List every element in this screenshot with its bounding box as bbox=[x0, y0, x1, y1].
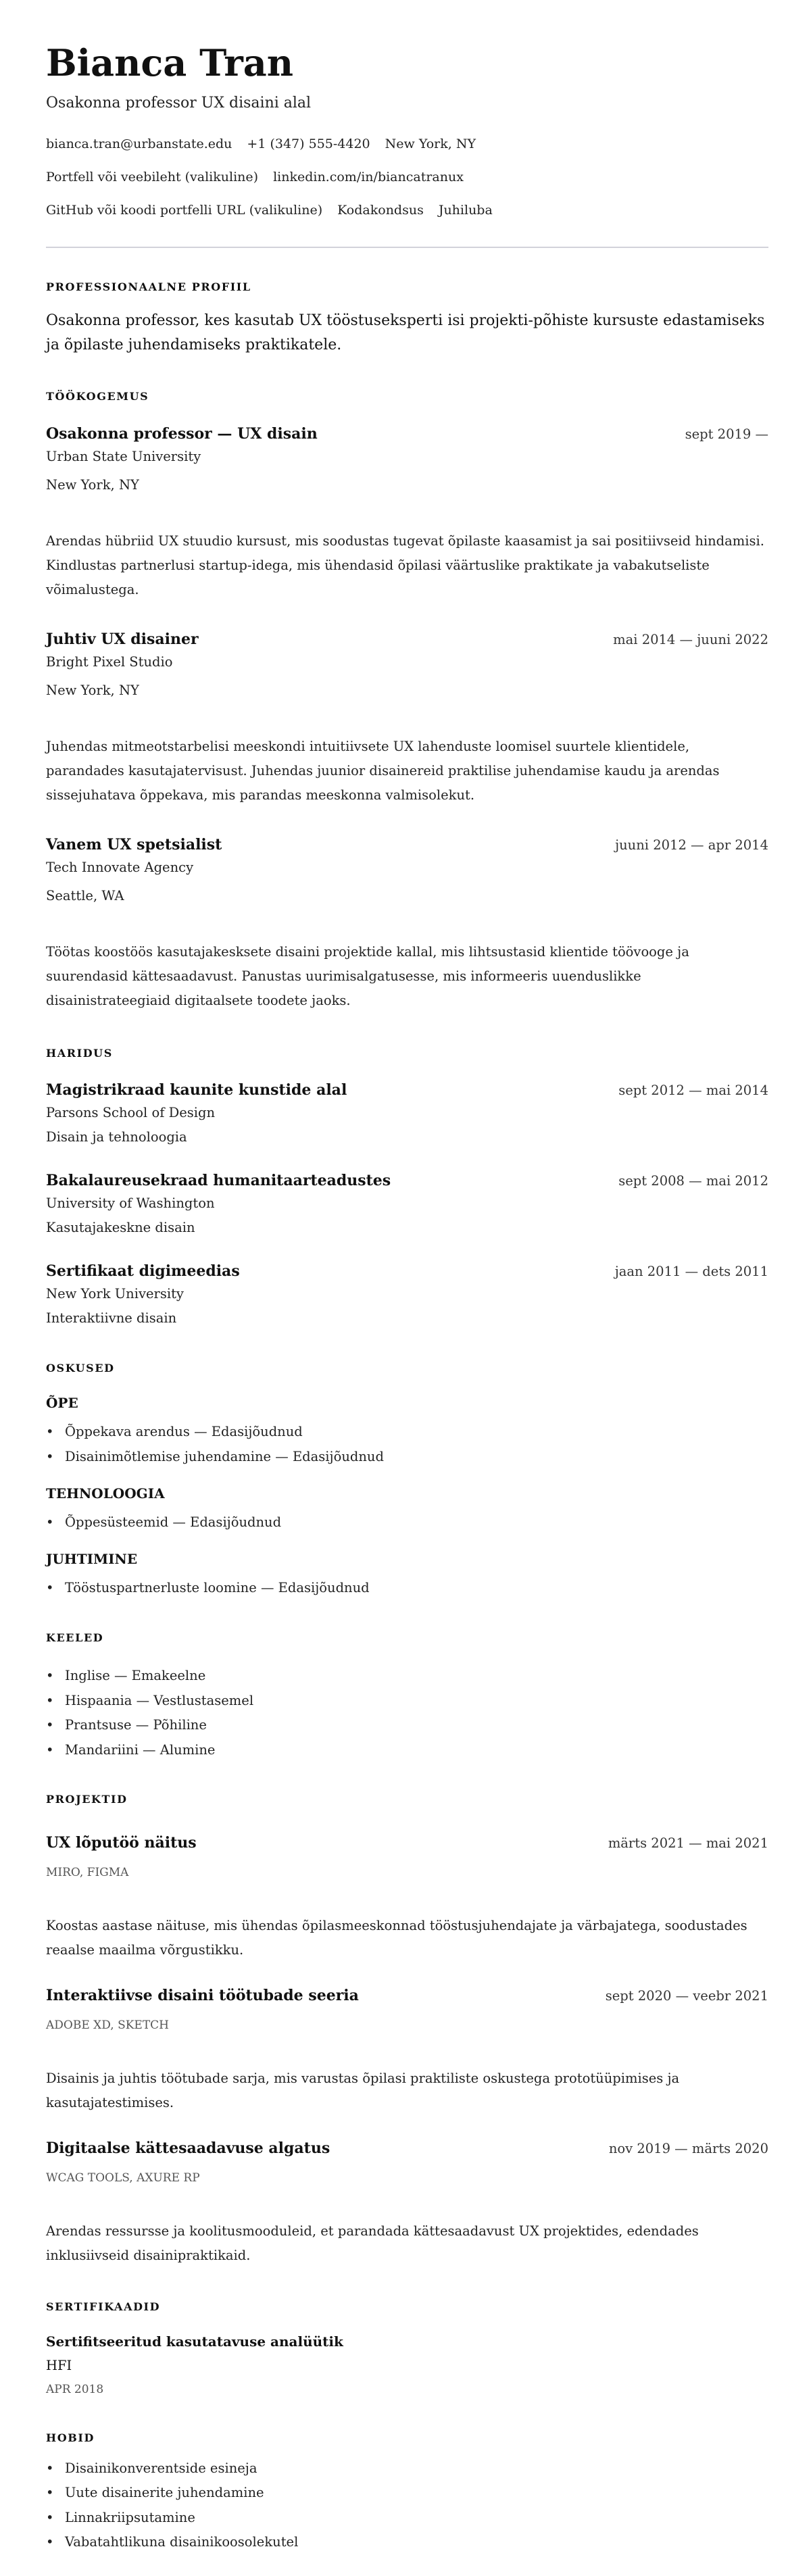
project-title: Interaktiivse disaini töötubade seeria bbox=[46, 1987, 359, 2004]
job-company: Urban State University bbox=[46, 449, 201, 464]
project-dates: nov 2019 — märts 2020 bbox=[608, 2141, 768, 2156]
project-header bbox=[46, 1833, 768, 1854]
skill-item: • Disainimõtlemise juhendamine — Edasijõudnud bbox=[46, 1444, 768, 1469]
hobby-item: • Linnakriipsutamine bbox=[46, 2506, 768, 2530]
job-description: Töötas koostöös kasutajakesksete disaini projektide kallal, mis lihtsustasid klientide töövooge ja suurendasid kättesaadavust. Panustas uurimisalgatusesse, mis informeeris uuenduslikke disainistrateegiaid digitaalsete toodete jaoks. bbox=[46, 944, 689, 1008]
section-heading: PROJEKTID bbox=[46, 1793, 128, 1806]
experience-section bbox=[46, 390, 768, 1013]
job-header bbox=[46, 629, 768, 650]
contact-item: New York, NY bbox=[385, 137, 476, 151]
degree-title: Magistrikraad kaunite kunstide alal bbox=[46, 1081, 347, 1099]
education-header bbox=[46, 1080, 768, 1101]
hobby-item: • Disainikonverentside esineja bbox=[46, 2456, 768, 2481]
profile-summary: Osakonna professor, kes kasutab UX tööstuseksperti isi projekti-põhiste kursuste edastamiseks ja õpilaste juhendamiseks praktikatele. bbox=[46, 312, 765, 353]
contact-item: Kodakondsus bbox=[337, 203, 424, 218]
job-dates: mai 2014 — juuni 2022 bbox=[613, 632, 768, 647]
field-of-study: Kasutajakeskne disain bbox=[46, 1220, 195, 1235]
job-header bbox=[46, 835, 768, 856]
section-heading: HARIDUS bbox=[46, 1047, 113, 1060]
project-title: Digitaalse kättesaadavuse algatus bbox=[46, 2139, 330, 2157]
certification-title: Sertifitseeritud kasutatavuse analüütik bbox=[46, 2333, 343, 2350]
job-description: Juhendas mitmeotstarbelisi meeskondi intuitiivsete UX lahenduste loomisel suurtele klientidele, parandades kasutajatervisust. Juhendas juunior disainereid praktilise juhendamise kaudu ja arendas sissejuhatava õppekava, mis parandas meeskonna valmisolekut. bbox=[46, 739, 720, 803]
job-title: Vanem UX spetsialist bbox=[46, 836, 222, 853]
section-heading: SERTIFIKAADID bbox=[46, 2300, 161, 2313]
projects-section bbox=[46, 1793, 768, 2268]
education-entry bbox=[46, 1261, 768, 1329]
languages-section bbox=[46, 1631, 768, 1762]
header-divider bbox=[46, 247, 768, 248]
education-dates: jaan 2011 — dets 2011 bbox=[614, 1264, 768, 1279]
school-name: University of Washington bbox=[46, 1195, 215, 1211]
contact-row bbox=[46, 200, 768, 220]
profile-section bbox=[46, 280, 768, 357]
skill-group-heading: ÕPE bbox=[46, 1395, 78, 1411]
skill-list bbox=[46, 1575, 768, 1600]
contact-item: Portfell või veebileht (valikuline) bbox=[46, 170, 259, 184]
contact-row bbox=[46, 134, 768, 154]
project-header bbox=[46, 1985, 768, 2006]
job-title: Osakonna professor — UX disain bbox=[46, 425, 318, 443]
skill-group-heading: JUHTIMINE bbox=[46, 1551, 138, 1567]
certification-issuer: HFI bbox=[46, 2358, 72, 2373]
hobby-item: • Vabatahtlikuna disainikoosolekutel bbox=[46, 2530, 768, 2554]
education-entry bbox=[46, 1170, 768, 1238]
project-entry bbox=[46, 1985, 768, 2115]
contact-item: GitHub või koodi portfelli URL (valikuline) bbox=[46, 203, 323, 218]
job-entry bbox=[46, 629, 768, 808]
contact-info bbox=[46, 134, 768, 220]
hobby-item: • Uute disainerite juhendamine bbox=[46, 2481, 768, 2505]
job-title: Juhtiv UX disainer bbox=[46, 630, 199, 648]
education-header bbox=[46, 1261, 768, 1282]
skill-list bbox=[46, 1510, 768, 1535]
job-dates: sept 2019 — bbox=[685, 426, 768, 442]
contact-row bbox=[46, 167, 768, 187]
contact-item: Juhiluba bbox=[438, 203, 493, 218]
language-item: • Inglise — Emakeelne bbox=[46, 1664, 768, 1689]
education-dates: sept 2012 — mai 2014 bbox=[618, 1083, 768, 1098]
job-location: New York, NY bbox=[46, 477, 139, 493]
certification-date: APR 2018 bbox=[46, 2383, 104, 2396]
project-description: Koostas aastase näituse, mis ühendas õpilasmeeskonnad tööstusjuhendajate ja värbajatega, soodustades reaalse maailma võrgustikku. bbox=[46, 1918, 747, 1958]
education-section bbox=[46, 1047, 768, 1329]
skill-item: • Tööstuspartnerluste loomine — Edasijõudnud bbox=[46, 1575, 768, 1600]
section-heading: HOBID bbox=[46, 2431, 95, 2444]
job-entry bbox=[46, 424, 768, 602]
project-entry bbox=[46, 1833, 768, 1962]
skill-item: • Õppekava arendus — Edasijõudnud bbox=[46, 1419, 768, 1444]
project-tech: ADOBE XD, SKETCH bbox=[46, 2018, 170, 2032]
language-item: • Mandariini — Alumine bbox=[46, 1738, 768, 1763]
project-description: Disainis ja juhtis töötubade sarja, mis varustas õpilasi praktiliste oskustega prototüüpimises ja kasutajatestimises. bbox=[46, 2071, 680, 2110]
job-entry bbox=[46, 835, 768, 1013]
job-header bbox=[46, 424, 768, 445]
skill-list bbox=[46, 1419, 768, 1469]
hobbies-section bbox=[46, 2431, 768, 2554]
school-name: Parsons School of Design bbox=[46, 1105, 216, 1120]
project-header bbox=[46, 2138, 768, 2159]
section-heading: TÖÖKOGEMUS bbox=[46, 390, 149, 403]
project-entry bbox=[46, 2138, 768, 2268]
section-heading: PROFESSIONAALNE PROFIIL bbox=[46, 280, 251, 293]
skill-group-heading: TEHNOLOOGIA bbox=[46, 1485, 165, 1502]
section-heading: OSKUSED bbox=[46, 1362, 115, 1374]
degree-title: Bakalaureusekraad humanitaarteadustes bbox=[46, 1172, 391, 1189]
education-header bbox=[46, 1170, 768, 1191]
project-tech: MIRO, FIGMA bbox=[46, 1866, 129, 1879]
project-dates: sept 2020 — veebr 2021 bbox=[605, 1988, 768, 2004]
skills-section bbox=[46, 1362, 768, 1600]
candidate-name: Bianca Tran bbox=[46, 41, 294, 84]
skill-item: • Õppesüsteemid — Edasijõudnud bbox=[46, 1510, 768, 1535]
job-company: Bright Pixel Studio bbox=[46, 654, 173, 670]
degree-title: Sertifikaat digimeedias bbox=[46, 1262, 240, 1280]
project-title: UX lõputöö näitus bbox=[46, 1834, 197, 1852]
job-company: Tech Innovate Agency bbox=[46, 860, 194, 875]
field-of-study: Disain ja tehnoloogia bbox=[46, 1129, 187, 1145]
project-description: Arendas ressursse ja koolitusmooduleid, et parandada kättesaadavust UX projektides, edendades inklusiivseid disainipraktikaid. bbox=[46, 2223, 699, 2263]
language-item: • Prantsuse — Põhiline bbox=[46, 1713, 768, 1738]
field-of-study: Interaktiivne disain bbox=[46, 1310, 177, 1326]
education-dates: sept 2008 — mai 2012 bbox=[618, 1173, 768, 1189]
contact-item[interactable]: linkedin.com/in/biancatranux bbox=[273, 170, 464, 184]
contact-item[interactable]: +1 (347) 555-4420 bbox=[247, 137, 370, 151]
candidate-title: Osakonna professor UX disaini alal bbox=[46, 95, 312, 112]
language-item: • Hispaania — Vestlustasemel bbox=[46, 1689, 768, 1714]
project-dates: märts 2021 — mai 2021 bbox=[608, 1835, 768, 1851]
job-location: New York, NY bbox=[46, 683, 139, 698]
school-name: New York University bbox=[46, 1286, 184, 1302]
job-description: Arendas hübriid UX stuudio kursust, mis soodustas tugevat õpilaste kaasamist ja sai positiivseid hindamisi. Kindlustas partnerlusi startup-idega, mis ühendasid õpilasi väärtuslike praktikate ja vabakutseliste võimalustega. bbox=[46, 533, 764, 597]
certifications-section bbox=[46, 2300, 768, 2398]
section-heading: KEELED bbox=[46, 1631, 104, 1644]
job-location: Seattle, WA bbox=[46, 888, 124, 903]
job-dates: juuni 2012 — apr 2014 bbox=[615, 837, 768, 853]
contact-item[interactable]: bianca.tran@urbanstate.edu bbox=[46, 137, 232, 151]
project-tech: WCAG TOOLS, AXURE RP bbox=[46, 2171, 200, 2185]
education-entry bbox=[46, 1080, 768, 1147]
